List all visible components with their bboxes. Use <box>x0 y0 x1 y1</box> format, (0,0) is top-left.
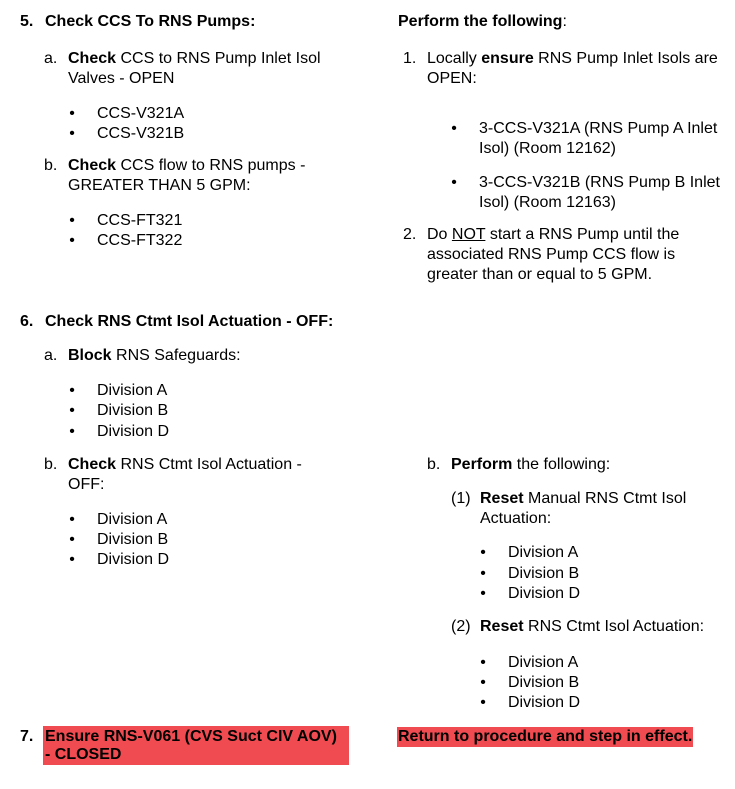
list-item-continuation: Isol) (Room 12163) <box>479 194 616 211</box>
step-7-number: 7. <box>20 728 34 745</box>
rno-2-text: Do NOT start a RNS Pump until the <box>427 226 680 243</box>
rno-2-line3: greater than or equal to 5 GPM. <box>427 266 653 283</box>
bullet-icon: • <box>480 694 486 711</box>
step-6a-letter: a. <box>44 347 58 364</box>
step-5-number: 5. <box>20 13 34 30</box>
step-5a-line2: Valves - OPEN <box>68 70 175 87</box>
step-5b-letter: b. <box>44 157 58 174</box>
step-5b-line2: GREATER THAN 5 GPM: <box>68 177 251 194</box>
bullet-icon: • <box>69 402 75 419</box>
step-7-rno: Return to procedure and step in effect. <box>398 728 693 745</box>
step-5a-line1: CCS to RNS Pump Inlet Isol <box>116 50 321 67</box>
step-6b-line2: OFF: <box>68 476 105 493</box>
bullet-icon: • <box>451 174 457 191</box>
step-6-title: Check RNS Ctmt Isol Actuation - OFF: <box>45 313 334 330</box>
bullet-icon: • <box>69 551 75 568</box>
bullet-icon: • <box>69 511 75 528</box>
bullet-icon: • <box>69 382 75 399</box>
step-6a-text: Block RNS Safeguards: <box>68 347 241 364</box>
rno-6b-sub1-line2: Actuation: <box>480 510 552 527</box>
step-7-line1: Ensure RNS-V061 (CVS Suct CIV AOV) <box>45 728 337 745</box>
bullet-icon: • <box>69 232 75 249</box>
step-5b-verb: Check <box>68 157 117 174</box>
bullet-icon: • <box>480 654 486 671</box>
step-7-line2: - CLOSED <box>45 746 122 763</box>
bullet-icon: • <box>69 125 75 142</box>
list-item-continuation: Isol) (Room 12162) <box>479 140 616 157</box>
rno-1-line2: OPEN: <box>427 70 477 87</box>
rno-2-line2: associated RNS Pump CCS flow is <box>427 246 676 263</box>
step-5a-verb: Check <box>68 50 117 67</box>
step-6b-letter: b. <box>44 456 58 473</box>
step-5-title: Check CCS To RNS Pumps: <box>45 13 256 30</box>
bullet-icon: • <box>480 565 486 582</box>
rno-2-number: 2. <box>403 226 417 243</box>
rno-6b-letter: b. <box>427 456 441 473</box>
step-5a-text <box>68 49 321 69</box>
step-5b-text: Check CCS flow to RNS pumps - <box>68 157 306 174</box>
bullet-icon: • <box>69 105 75 122</box>
bullet-icon: • <box>480 585 486 602</box>
rno-6b-sub2-text: Reset RNS Ctmt Isol Actuation: <box>480 618 705 635</box>
bullet-icon: • <box>480 544 486 561</box>
step-6b-text: Check RNS Ctmt Isol Actuation - <box>68 456 302 473</box>
rno-6b-sub2-number: (2) <box>451 618 471 635</box>
bullet-icon: • <box>69 423 75 440</box>
rno-6b-sub1-number: (1) <box>451 490 471 507</box>
rno-header: Perform the following: <box>398 13 567 30</box>
bullet-icon: • <box>451 120 457 137</box>
step-6-number: 6. <box>20 313 34 330</box>
bullet-icon: • <box>480 674 486 691</box>
bullet-icon: • <box>69 212 75 229</box>
bullet-icon: • <box>69 531 75 548</box>
rno-1-number: 1. <box>403 50 417 67</box>
rno-1-text: Locally ensure RNS Pump Inlet Isols are <box>427 50 718 67</box>
step-5a-letter: a. <box>44 50 58 67</box>
rno-6b-text: Perform the following: <box>451 456 611 473</box>
rno-6b-sub1-text: Reset Manual RNS Ctmt Isol <box>480 490 687 507</box>
